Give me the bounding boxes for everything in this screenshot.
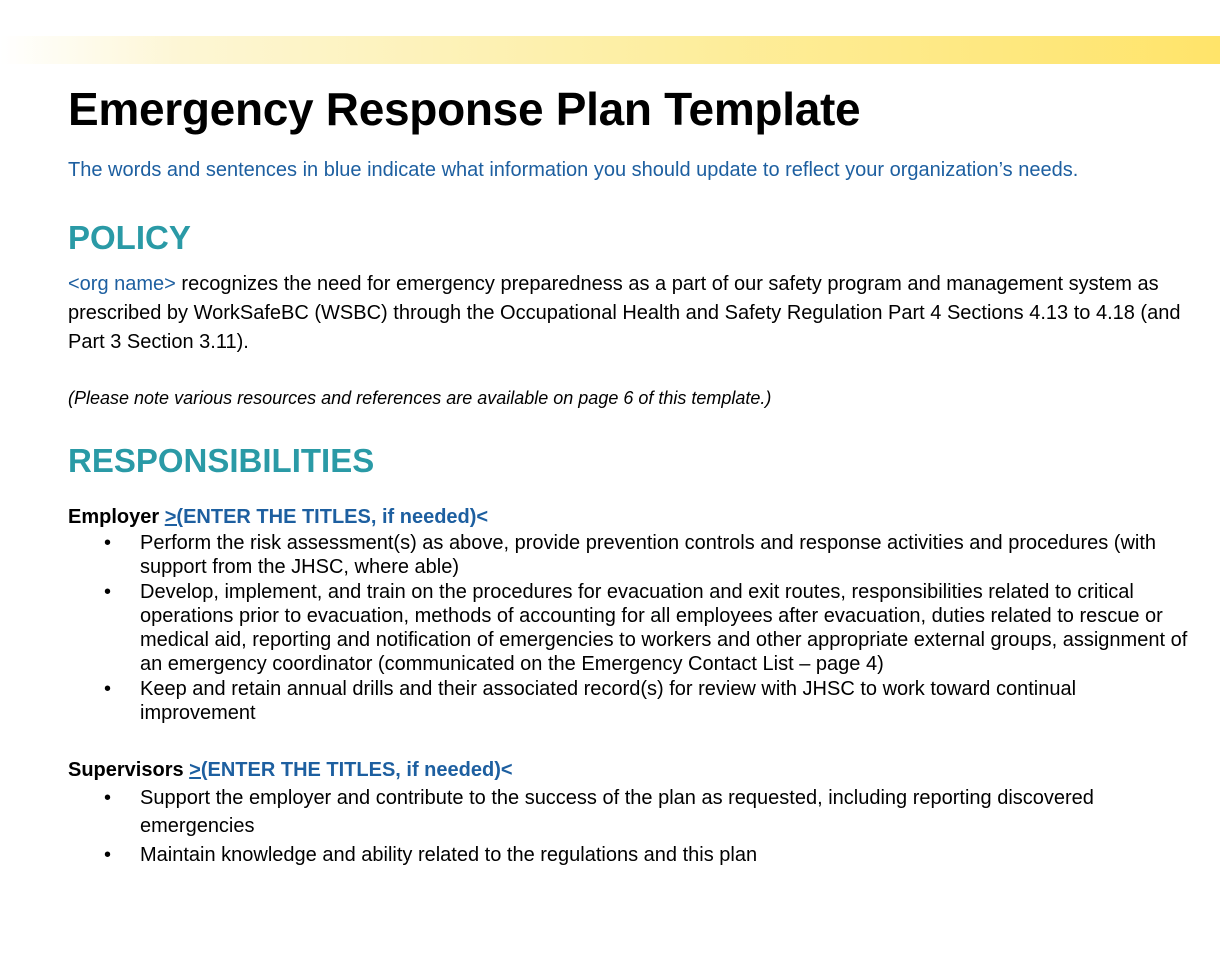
bullet-icon: • [104,678,112,700]
employer-titles-placeholder [165,506,488,528]
responsibilities-heading: RESPONSIBILITIES [68,442,375,479]
employer-role-label: Employer [68,506,160,528]
employer-titles-link[interactable]: >( [164,506,184,528]
list-item [68,677,1188,725]
list-item [68,580,1188,676]
document-page [68,80,1188,870]
bullet-icon: • [104,844,112,866]
list-item [68,531,1188,579]
org-name-placeholder: <org name> [68,273,176,295]
policy-paragraph [68,270,1188,357]
list-item-text: Keep and retain annual drills and their associated record(s) for review with JHSC to work toward continual improvement [140,678,1077,724]
list-item-text: Support the employer and contribute to the success of the plan as requested, including reporting discovered emergencies [140,787,1094,837]
policy-heading: POLICY [68,219,191,256]
employer-titles-text: ENTER THE TITLES, if needed)< [183,506,489,528]
document-title: Emergency Response Plan Template [68,83,861,135]
supervisors-duties-list [68,784,1188,869]
list-item [68,784,1188,840]
supervisors-role-label: Supervisors [68,759,184,781]
policy-text: recognizes the need for emergency preparedness as a part of our safety program and management system as prescribed by WorkSafeBC (WSBC) through the Occupational Health and Safety Regulation Part 4 Sections 4.13 to 4.18 (and Part 3 Section 3.11). [68,273,1181,353]
intro-instructions: The words and sentences in blue indicate what information you should update to reflect your organization’s needs. [68,159,1079,181]
bullet-icon: • [104,581,112,603]
resources-note: (Please note various resources and references are available on page 6 of this template.) [68,388,772,408]
supervisors-titles-link[interactable]: >( [189,759,208,781]
supervisors-role-heading [68,756,1188,784]
employer-role-heading [68,503,1188,531]
header-color-band [0,36,1220,64]
list-item-text: Develop, implement, and train on the procedures for evacuation and exit routes, responsibilities related to critical operations prior to evacuation, methods of accounting for all employees after evacuation, duties related to rescue or medical aid, reporting and notification of emergencies to workers and other appropriate external groups, assignment of an emergency coordinator (communicated on the Emergency Contact List – page 4) [140,581,1188,675]
employer-duties-list [68,531,1188,725]
list-item [68,841,1188,869]
list-item-text: Perform the risk assessment(s) as above, provide prevention controls and response activities and procedures (with support from the JHSC, where able) [140,532,1157,578]
bullet-icon: • [104,532,112,554]
list-item-text: Maintain knowledge and ability related to the regulations and this plan [140,844,758,866]
supervisors-titles-placeholder [189,759,512,781]
bullet-icon: • [104,787,112,809]
supervisors-titles-text: ENTER THE TITLES, if needed)< [207,759,513,781]
